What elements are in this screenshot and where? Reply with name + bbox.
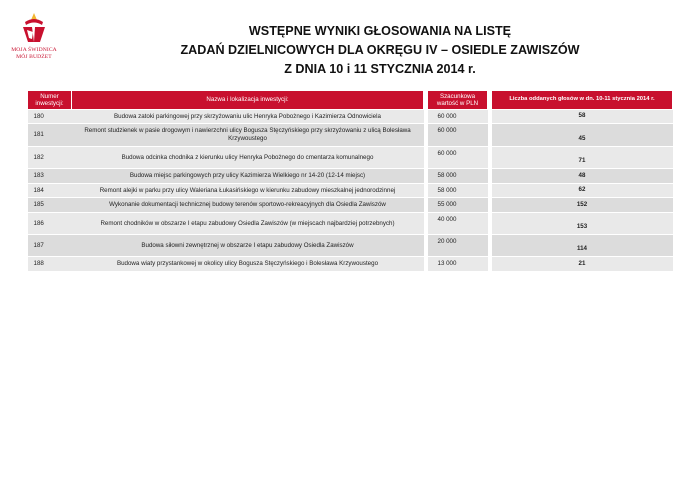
row-number: 181 — [28, 124, 72, 147]
title-line-2: ZADAŃ DZIELNICOWYCH DLA OKRĘGU IV – OSIEDLE ZAWISZÓW — [180, 43, 580, 57]
table-row — [28, 184, 673, 198]
logo-line-2: MÓJ BUDŻET — [16, 53, 52, 60]
row-number: 183 — [28, 169, 72, 184]
row-value: 13 000 — [428, 257, 488, 272]
row-votes: 153 — [492, 213, 673, 235]
row-name: Budowa miejsc parkingowych przy ulicy Kazimierza Wielkiego nr 14-20 (12-14 miejsc) — [72, 169, 424, 184]
row-number: 182 — [28, 147, 72, 169]
row-name: Remont studzienek w pasie drogowym i nawierzchni ulicy Bogusza Stęczyńskiego przy skrzyżowaniu z ulicą Bolesława Krzywoustego — [72, 124, 424, 147]
row-number: 188 — [28, 257, 72, 272]
row-value: 55 000 — [428, 198, 488, 213]
table-row — [28, 235, 673, 257]
row-name: Remont alejki w parku przy ulicy Waleriana Łukasińskiego w kierunku zabudowy mieszkalnej jednorodzinnej — [72, 184, 424, 198]
table-row — [28, 124, 673, 147]
row-value: 60 000 — [428, 110, 488, 124]
row-value: 20 000 — [428, 235, 488, 257]
row-value: 58 000 — [428, 169, 488, 184]
row-value: 58 000 — [428, 184, 488, 198]
table-row — [28, 213, 673, 235]
table-row — [28, 198, 673, 213]
row-votes: 114 — [492, 235, 673, 257]
table-row — [28, 257, 673, 272]
header-number: Numer inwestycji: — [28, 91, 72, 110]
header-name: Nazwa i lokalizacja inwestycji: — [72, 91, 424, 110]
row-name: Budowa siłowni zewnętrznej w obszarze I etapu zabudowy Osiedla Zawiszów — [72, 235, 424, 257]
title-line-3: Z DNIA 10 i 11 STYCZNIA 2014 r. — [284, 62, 476, 76]
table-header-row — [28, 91, 673, 110]
row-name: Budowa wiaty przystankowej w okolicy ulicy Bogusza Stęczyńskiego i Bolesława Krzywoustego — [72, 257, 424, 272]
logo-line-1: MOJA ŚWIDNICA — [11, 47, 57, 53]
row-value: 40 000 — [428, 213, 488, 235]
row-number: 187 — [28, 235, 72, 257]
row-votes: 62 — [492, 184, 673, 198]
row-votes: 71 — [492, 147, 673, 169]
table-row — [28, 110, 673, 124]
row-number: 185 — [28, 198, 72, 213]
results-table — [27, 90, 673, 272]
row-name: Remont chodników w obszarze I etapu zabudowy Osiedla Zawiszów (w miejscach najbardziej potrzebnych) — [72, 213, 424, 235]
row-votes: 58 — [492, 110, 673, 124]
page-title — [120, 22, 640, 79]
row-name: Wykonanie dokumentacji technicznej budowy terenów sportowo-rekreacyjnych dla Osiedla Zawiszów — [72, 198, 424, 213]
table-row — [28, 169, 673, 184]
row-number: 184 — [28, 184, 72, 198]
row-value: 60 000 — [428, 124, 488, 147]
row-value: 60 000 — [428, 147, 488, 169]
row-votes: 45 — [492, 124, 673, 147]
table-row — [28, 147, 673, 169]
logo — [4, 12, 64, 72]
row-number: 180 — [28, 110, 72, 124]
row-votes: 21 — [492, 257, 673, 272]
title-line-1: WSTĘPNE WYNIKI GŁOSOWANIA NA LISTĘ — [248, 24, 512, 38]
logo-emblem-icon — [19, 12, 49, 46]
row-name: Budowa odcinka chodnika z kierunku ulicy Henryka Pobożnego do cmentarza komunalnego — [72, 147, 424, 169]
header-votes: Liczba oddanych głosów w dn. 10-11 stycznia 2014 r. — [492, 91, 673, 110]
row-name: Budowa zatoki parkingowej przy skrzyżowaniu ulic Henryka Pobożnego i Kazimierza Odnowiciela — [72, 110, 424, 124]
row-votes: 152 — [492, 198, 673, 213]
row-number: 186 — [28, 213, 72, 235]
row-votes: 48 — [492, 169, 673, 184]
header-value: Szacunkowa wartość w PLN — [428, 91, 488, 110]
